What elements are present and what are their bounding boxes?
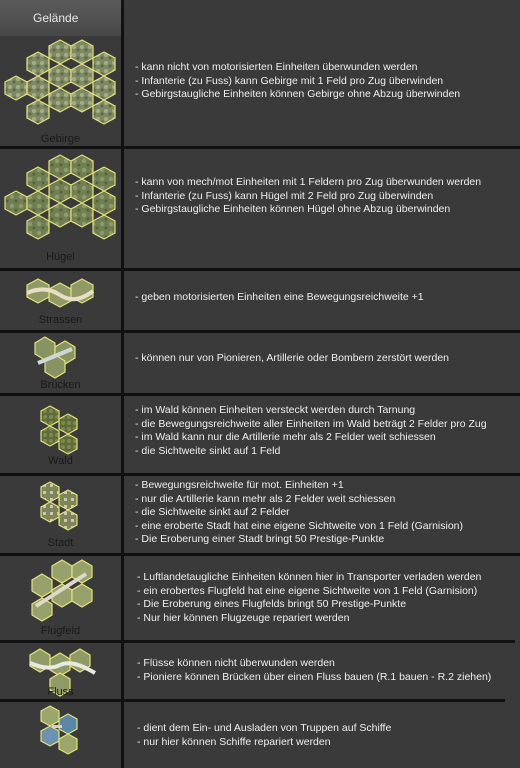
terrain-name-bruecken: Brücken — [40, 379, 81, 391]
gebirge-hex-image — [0, 36, 121, 148]
terrain-row-fluss — [0, 643, 520, 699]
terrain-name-stadt: Stadt — [47, 537, 74, 549]
terrain-row-strassen — [0, 271, 520, 329]
terrain-description-hafen: - dient dem Ein- und Ausladen von Truppen auf Schiffe - nur hier können Schiffe repariert werden — [137, 722, 392, 748]
terrain-row-wald — [0, 396, 520, 471]
terrain-name-flugfeld: Flugfeld — [40, 625, 81, 637]
terrain-row-stadt — [0, 476, 520, 553]
terrain-description-bruecken: - können nur von Pionieren, Artillerie oder Bombern zerstört werden — [135, 352, 449, 364]
hafen-hex-image — [0, 702, 121, 768]
terrain-description-stadt: - Bewegungsreichweite für mot. Einheiten +1 - nur die Artillerie kann mehr als 2 Felder weit schiessen - die Sichtweite sinkt auf 2 Felder - eine eroberte Stadt hat eine eigene Sichtweite von 1 Feld (Garnision) - Die Eroberung einer Stadt bringt 50 Prestige-Punkte — [135, 479, 464, 545]
terrain-row-flugfeld — [0, 556, 520, 640]
terrain-name-gebirge: Gebirge — [40, 133, 81, 145]
terrain-row-huegel — [0, 149, 520, 269]
terrain-column-header — [0, 0, 121, 36]
terrain-description-fluss: - Flüsse können nicht überwunden werden - Pioniere können Brücken über einen Fluss bauen (R.1 bauen - R.2 ziehen) — [137, 657, 492, 683]
terrain-name-huegel: Hügel — [46, 251, 75, 263]
terrain-row-bruecken — [0, 333, 520, 393]
terrain-row-hafen — [0, 702, 520, 768]
terrain-row-gebirge — [0, 36, 520, 148]
terrain-name-wald: Wald — [48, 455, 73, 467]
terrain-name-fluss: Fluss — [47, 686, 74, 698]
header-title: Gelände — [33, 11, 79, 25]
terrain-description-strassen: - geben motorisierten Einheiten eine Bewegungsreichweite +1 — [135, 291, 424, 303]
terrain-description-wald: - im Wald können Einheiten versteckt werden durch Tarnung - die Bewegungsreichweite aller Einheiten im Wald beträgt 2 Felder pro Zug - im Wald kann nur die Artillerie mehr als 2 Felder weit schiessen - die Sichtweite sinkt auf 1 Feld — [135, 404, 487, 457]
terrain-description-gebirge: - kann nicht von motorisierten Einheiten überwunden werden - Infanterie (zu Fuss) kann Gebirge mit 1 Feld pro Zug überwinden - Gebirgstaugliche Einheiten können Gebirge ohne Abzug überwinden — [135, 61, 461, 100]
terrain-description-huegel: - kann von mech/mot Einheiten mit 1 Feldern pro Zug überwunden werden - Infanterie (zu Fuss) kann Hügel mit 2 Feld pro Zug überwinden - Gebirgstaugliche Einheiten können Hügel ohne Abzug überwinden — [135, 176, 482, 215]
terrain-name-strassen: Strassen — [38, 314, 83, 326]
terrain-description-flugfeld: - Luftlandetaugliche Einheiten können hier in Transporter verladen werden - ein erobertes Flugfeld hat eine eigene Sichtweite von 1 Feld (Garnision) - Die Eroberung eines Flugfelds bringt 50 Prestige-Punkte - Nur hier können Flugzeuge repariert werden — [137, 571, 482, 624]
